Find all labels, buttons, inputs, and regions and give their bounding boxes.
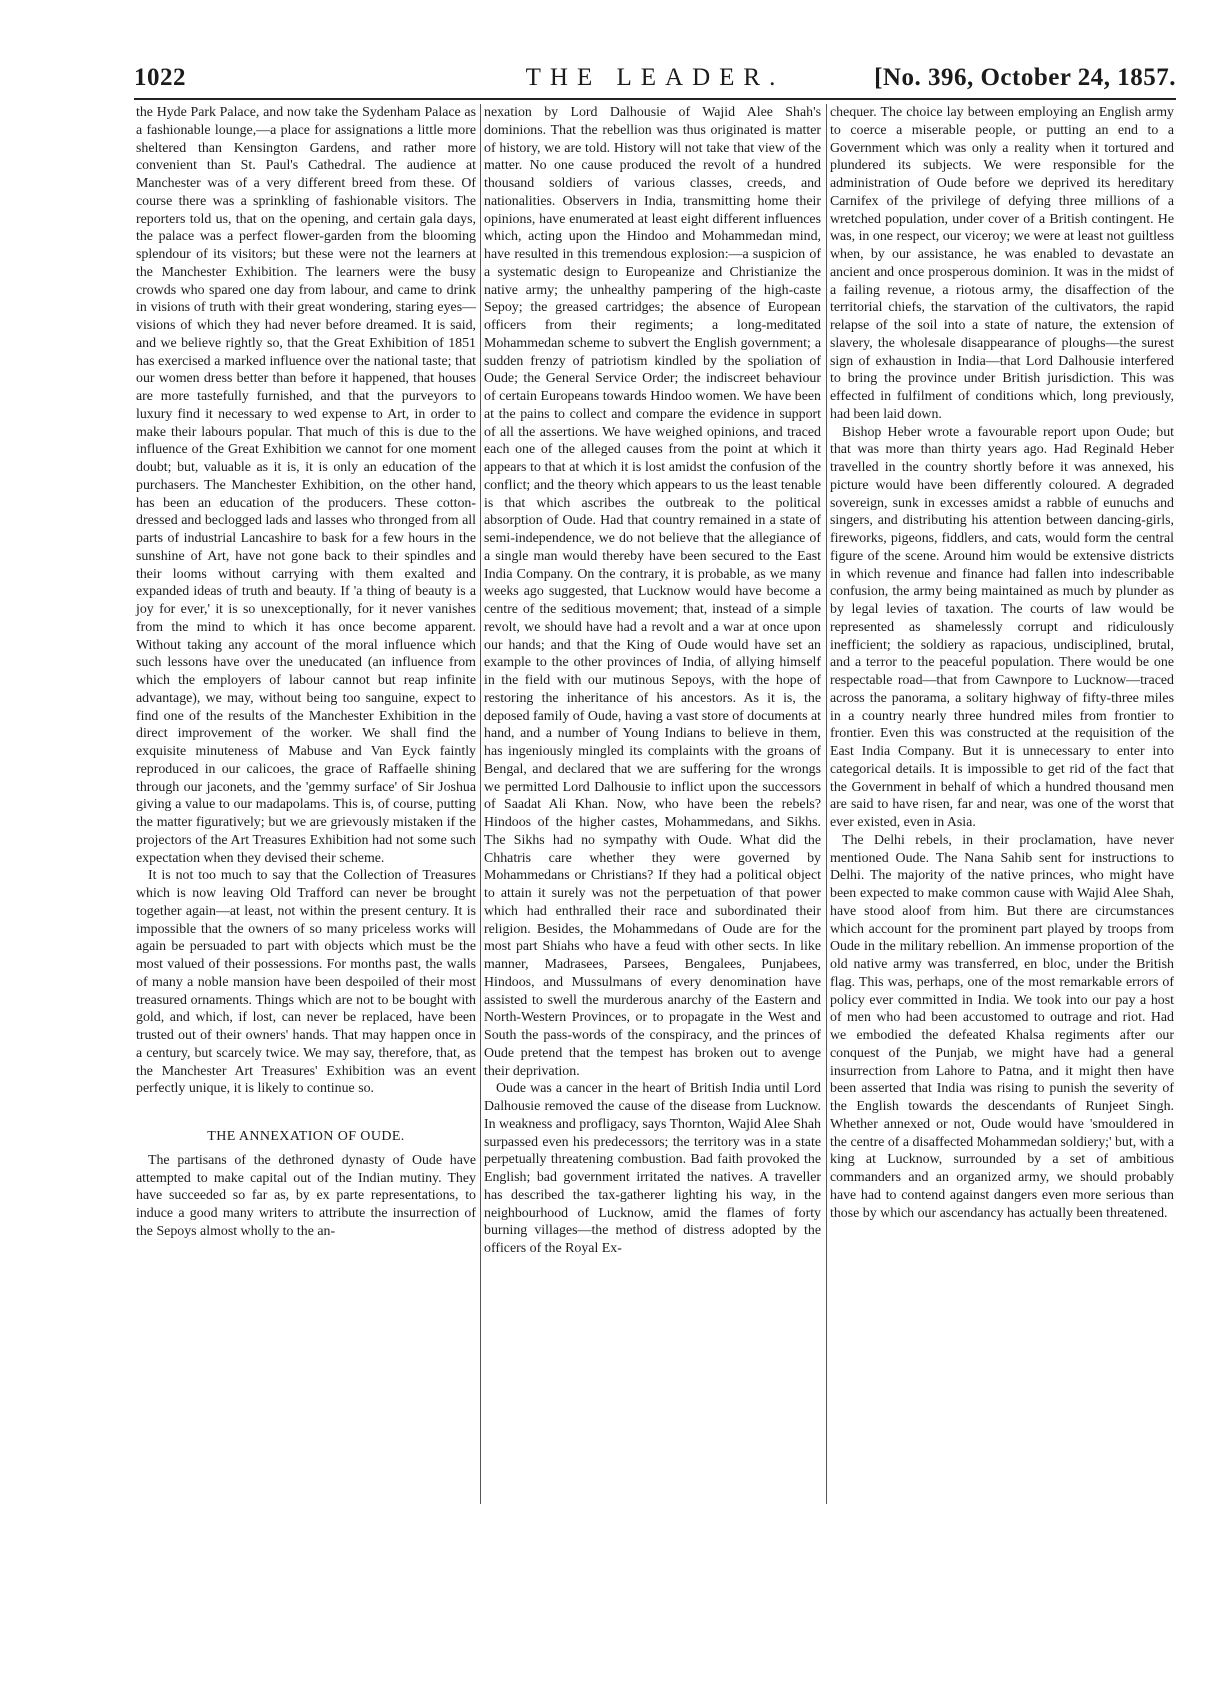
column-3 xyxy=(830,104,1174,1222)
column-divider xyxy=(480,104,481,1504)
article-paragraph: the Hyde Park Palace, and now take the Sydenham Palace as a fashionable lounge,—a place for assignations a little more sheltered than Kensington Gardens, and rather more convenient than St. Paul's Cathedral. The audience at Manchester was of a very different breed from these. Of course there was a sprinkling of fashionable visitors. The reporters told us, that on the opening, and certain gala days, the palace was a perfect flower-garden from the blooming splendour of its visitors; but these were not the learners at the Manchester Exhibition. The learners were the busy crowds who spared one day from labour, and came to drink in visions of truth with their great wondering, staring eyes—visions of which they had never before dreamed. It is said, and we believe rightly so, that the Great Exhibition of 1851 has exercised a marked influence over the national taste; that our women dress better than before it happened, that houses are more tastefully furnished, and that the purveyors to luxury find it necessary to wed expense to Art, in order to make their labours popular. That much of this is due to the influence of the Great Exhibition we cannot for one moment doubt; but, valuable as it is, it is only an education of the purchasers. The Manchester Exhibition, on the other hand, has been an education of the producers. These cotton-dressed and beclogged lads and lasses who thronged from all parts of industrial Lancashire to bask for a few hours in the sunshine of Art, have not gone back to their spindles and their looms without carrying with them exalted and expanded ideas of truth and beauty. If 'a thing of beauty is a joy for ever,' it is so unexceptionally, for it never vanishes from the mind to which it has once become apparent. Without taking any account of the moral influence which such lessons have over the uneducated (an influence from which the employers of labour cannot but reap infinite advantage), we may, without being too sanguine, expect to find one of the results of the Manchester Exhibition in the direct improvement of the worker. We shall find the exquisite minuteness of Mabuse and Van Eyck faintly reproduced in our calicoes, the grace of Raffaelle shining through our jaconets, and the 'gemmy surface' of Sir Joshua giving a value to our madapolams. This is, of course, putting the matter figuratively; but we are grievously mistaken if the projectors of the Art Treasures Exhibition had not some such expectation when they devised their scheme. xyxy=(136,105,476,866)
article-paragraph: The Delhi rebels, in their proclamation, have never mentioned Oude. The Nana Sahib sent for instructions to Delhi. The majority of the native princes, who might have been expected to make common cause with Wajid Alee Shah, have stood aloof from him. But there are circumstances which account for the prominent part played by troops from Oude in the military rebellion. An immense proportion of the old native army was transferred, en bloc, under the British flag. This was, perhaps, one of the most remarkable errors of policy ever committed in India. We took into our pay a host of men who had been accustomed to outrage and riot. Had we embodied the defeated Khalsa regiments after our conquest of the Punjab, we might have had a general insurrection from Lahore to Patna, and it might then have been asserted that India was rising to punish the severity of the English towards the descendants of Runjeet Singh. Whether annexed or not, Oude would have 'smouldered in the centre of a disaffected Mohammedan soldiery;' but, with a king at Lucknow, surrounded by a set of ambitious commanders and an organized army, we should probably have had to contend against dangers even more serious than those by which our ascendancy has actually been threatened. xyxy=(830,832,1174,1221)
article-paragraph: Bishop Heber wrote a favourable report upon Oude; but that was more than thirty years ago. Had Reginald Heber travelled in the country shortly before it was annexed, his picture would have been differently coloured. A degraded sovereign, sunk in excesses amidst a rabble of eunuchs and singers, and distributing his attention between dancing-girls, fireworks, pigeons, fiddlers, and cats, would form the central figure of the scene. Around him would be extensive districts in which revenue and finance had fallen into indescribable confusion, the army being maintained as much by plunder as by legal levies of taxation. The courts of law would be represented as shamelessly corrupt and ridiculously inefficient; the soldiery as rapacious, undisciplined, brutal, and a terror to the peaceful population. There would be one respectable road—that from Cawnpore to Lucknow—traced across the panorama, a solitary highway of fifty-three miles in a country nearly three hundred miles from frontier to frontier. Even this was constructed at the requisition of the East India Company. But it is unnecessary to enter into categorical details. It is impossible to get rid of the fact that the Government in behalf of which a hundred thousand men are said to have risen, far and near, was one of the worst that ever existed, even in Asia. xyxy=(830,424,1174,830)
article-paragraph: The partisans of the dethroned dynasty of Oude have attempted to make capital out of the Indian mutiny. They have succeeded so far as, by ex parte representations, to induce a good many writers to attribute the insurrection of the Sepoys almost wholly to the an- xyxy=(136,1152,476,1239)
issue-date: [No. 396, October 24, 1857. xyxy=(874,64,1176,91)
header-rule xyxy=(134,98,1176,100)
article-paragraph: Oude was a cancer in the heart of British India until Lord Dalhousie removed the cause of the disease from Lucknow. In weakness and profligacy, says Thornton, Wajid Alee Shah surpassed even his predecessors; the territory was in a state perpetually threatening combustion. Bad faith provoked the English; bad government irritated the natives. A traveller has described the tax-gatherer lighting his way, in the neighbourhood of Lucknow, amid the flames of forty burning villages—the method of distress adopted by the officers of the Royal Ex- xyxy=(484,1081,821,1256)
column-2 xyxy=(484,104,821,1258)
article-paragraph: It is not too much to say that the Collection of Treasures which is now leaving Old Trafford can never be brought together again—at least, not within the present century. It is impossible that the owners of so many priceless works will again be persuaded to part with objects which must be the most valued of their possessions. For months past, the walls of many a noble mansion have been despoiled of their most treasured ornaments. Things which are not to be bought with gold, and which, if lost, can never be replaced, have been trusted out of their owners' hands. That may happen once in a century, but scarcely twice. We may say, therefore, that, as the Manchester Art Treasures' Exhibition was an event perfectly unique, it is likely to continue so. xyxy=(136,868,476,1097)
masthead-title: THE LEADER. xyxy=(525,64,785,91)
article-paragraph: nexation by Lord Dalhousie of Wajid Alee Shah's dominions. That the rebellion was thus originated is matter of history, we are told. History will not take that view of the matter. No one cause produced the revolt of a hundred thousand soldiers of various classes, creeds, and nationalities. Observers in India, transmitting home their opinions, have enumerated at least eight different influences which, acting upon the Hindoo and Mohammedan mind, have resulted in this tremendous explosion:—a suspicion of a systematic design to Europeanize and Christianize the native army; the unhealthy pampering of the high-caste Sepoy; the greased cartridges; the absence of European officers from their regiments; a long-meditated Mohammedan scheme to subvert the English government; a sudden frenzy of patriotism kindled by the spoliation of Oude; the General Service Order; the indiscreet behaviour of certain Europeans towards Hindoo women. We have been at the pains to collect and compare the evidence in support of all the assertions. We have weighed opinions, and traced each one of the alleged causes from the point at which it appears to that at which it is lost amidst the confusion of the conflict; and the theory which appears to us the least tenable is that which ascribes the outbreak to the political absorption of Oude. Had that country remained in a state of semi-independence, we do not believe that the allegiance of a single man would thereby have been secured to the East India Company. On the contrary, it is probable, as we many weeks ago suggested, that Lucknow would have become a centre of the seditious movement; that, instead of a simple revolt, we should have had a revolt and a war at once upon our hands; and that the King of Oude would have set an example to the other provinces of India, of allying himself in the field with our mutinous Sepoys, with the hope of restoring the inheritance of his ancestors. As it is, the deposed family of Oude, having a vast store of documents at hand, and a number of Young Indians to believe in them, has ingeniously mingled its complaints with the groans of Bengal, and declared that we are suffering for the wrongs we permitted Lord Dalhousie to inflict upon the successors of Saadat Ali Khan. Now, who have been the rebels? Hindoos of the higher castes, Mohammedans, and Sikhs. The Sikhs had no sympathy with Oude. What did the Chhatris care whether they were governed by Mohammedans or Christians? If they had a political object to attain it surely was not the perpetuation of that power which had enthralled their race and subordinated their religion. Besides, the Mohammedans of Oude are for the most part Shiahs who have a feud with other sects. In like manner, Madrasees, Parsees, Bengalees, Punjabees, Hindoos, and Mussulmans of every denomination have assisted to swell the murderous anarchy of the Eastern and North-Western Provinces, or to propagate in the West and South the pass-words of the conspiracy, and the princes of Oude pretend that the tempest has broken out to avenge their deprivation. xyxy=(484,105,821,1079)
page-number: 1022 xyxy=(134,64,186,91)
column-1 xyxy=(136,104,476,1241)
section-heading: THE ANNEXATION OF OUDE. xyxy=(207,1129,405,1144)
column-divider xyxy=(826,104,827,1504)
article-paragraph: chequer. The choice lay between employing an English army to coerce a miserable people, or putting an end to a Government which was only a reality when it tortured and plundered its subjects. We were responsible for the administration of Oude before we deprived its hereditary Carnifex of the privilege of defying three millions of a wretched population, under cover of a British contingent. He was, in one respect, our viceroy; we were at least not guiltless when, by our assistance, he was enabled to devastate an ancient and once prosperous dominion. It was in the midst of a failing revenue, a riotous army, the disaffection of the territorial chiefs, the starvation of the cultivators, the rapid relapse of the soil into a state of nature, the extension of slavery, the wholesale disappearance of ploughs—the surest sign of exhaustion in India—that Lord Dalhousie interfered to bring the province under British jurisdiction. This was effected in fulfilment of conditions which, long previously, had been laid down. xyxy=(830,105,1174,422)
